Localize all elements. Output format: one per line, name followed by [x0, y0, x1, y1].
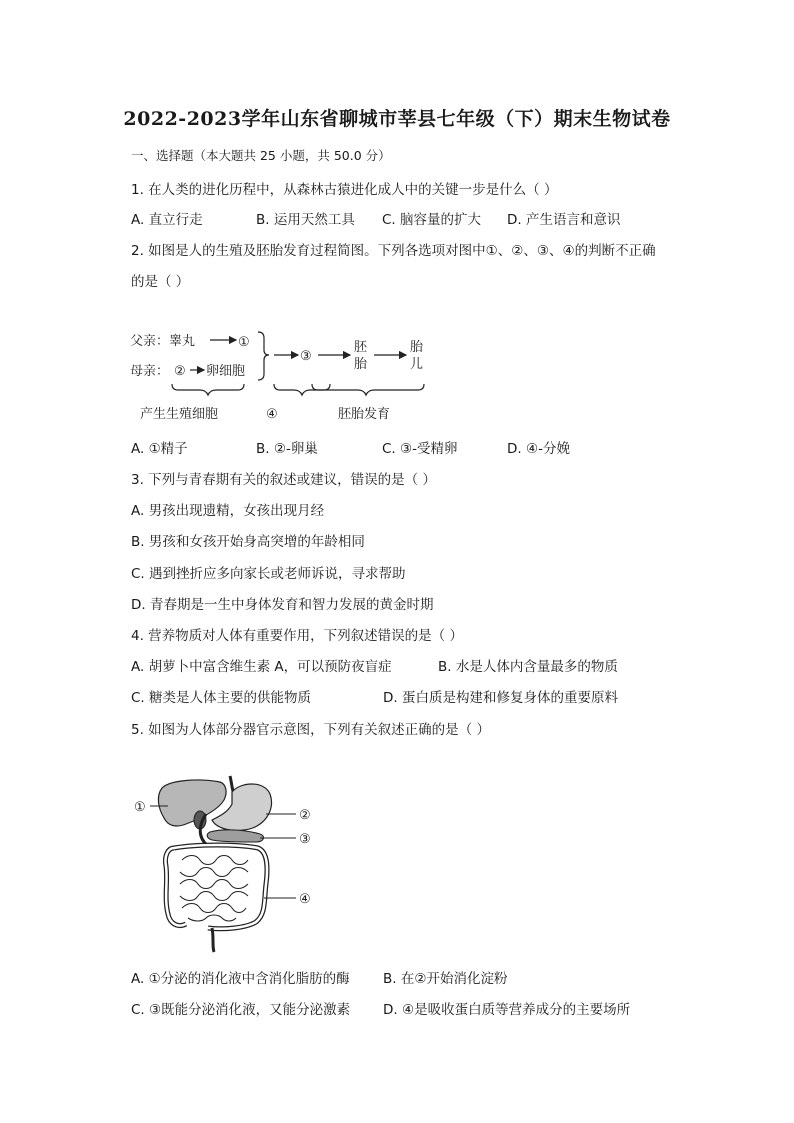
- diagram-egg-label: 卵细胞: [206, 364, 246, 379]
- question-5-option-b: B. 在②开始消化淀粉: [383, 971, 508, 987]
- small-intestine-shape: [180, 856, 248, 922]
- question-5-option-a: A. ①分泌的消化液中含消化脂肪的酶: [131, 971, 350, 987]
- question-2-option-a: A. ①精子: [131, 441, 188, 457]
- reproduction-diagram: [128, 322, 438, 426]
- question-4-option-d: D. 蛋白质是构建和修复身体的重要原料: [383, 690, 618, 706]
- pancreas-shape: [207, 830, 263, 842]
- diagram-fetus-2: 儿: [410, 357, 424, 372]
- diagram-node-1: ①: [238, 335, 250, 350]
- diagram-node-3: ③: [300, 349, 312, 364]
- organ-label-4: ④: [299, 892, 311, 907]
- page-title: 2022-2023学年山东省聊城市莘县七年级（下）期末生物试卷: [123, 108, 671, 130]
- diagram-node-4: ④: [266, 407, 278, 422]
- organ-label-2: ②: [299, 808, 311, 823]
- organ-label-1: ①: [134, 800, 146, 815]
- question-4-option-c: C. 糖类是人体主要的供能物质: [131, 690, 312, 706]
- diagram-father-label: 父亲：睾丸: [130, 334, 196, 349]
- question-4-option-a: A. 胡萝卜中富含维生素 A，可以预防夜盲症: [131, 659, 392, 675]
- diagram-fetus-1: 胎: [410, 340, 424, 355]
- digestive-system-diagram: [128, 772, 328, 954]
- question-3-option-a: A. 男孩出现遗精，女孩出现月经: [131, 503, 325, 519]
- question-4-option-b: B. 水是人体内含量最多的物质: [438, 659, 618, 675]
- diagram-label-development: 胚胎发育: [338, 407, 391, 422]
- question-5-option-d: D. ④是吸收蛋白质等营养成分的主要场所: [383, 1002, 631, 1018]
- question-2-option-b: B. ②-卵巢: [256, 441, 318, 457]
- organ-label-3: ③: [299, 832, 311, 847]
- question-3-stem: 3. 下列与青春期有关的叙述或建议，错误的是（ ）: [131, 472, 436, 488]
- question-2-option-c: C. ③-受精卵: [382, 441, 458, 457]
- diagram-node-2: ②: [174, 364, 186, 379]
- question-3-option-c: C. 遇到挫折应多向家长或老师诉说，寻求帮助: [131, 566, 406, 582]
- question-1-option-b: B. 运用天然工具: [256, 212, 355, 228]
- question-2-stem-line2: 的是（ ）: [131, 274, 190, 290]
- section-heading: 一、选择题（本大题共 25 小题，共 50.0 分）: [131, 148, 391, 163]
- diagram-embryo-1: 胚: [354, 340, 368, 355]
- question-5-option-c: C. ③既能分泌消化液，又能分泌激素: [131, 1002, 351, 1018]
- diagram-label-cells: 产生生殖细胞: [140, 407, 219, 422]
- diagram-embryo-2: 胎: [354, 357, 368, 372]
- question-3-option-d: D. 青春期是一生中身体发育和智力发展的黄金时期: [131, 597, 434, 613]
- question-3-option-b: B. 男孩和女孩开始身高突增的年龄相同: [131, 534, 365, 550]
- question-4-stem: 4. 营养物质对人体有重要作用，下列叙述错误的是（ ）: [131, 628, 463, 644]
- diagram-mother-label: 母亲：: [130, 364, 170, 379]
- question-2-stem-line1: 2. 如图是人的生殖及胚胎发育过程简图。下列各选项对图中①、②、③、④的判断不正确: [131, 243, 656, 259]
- question-5-stem: 5. 如图为人体部分器官示意图，下列有关叙述正确的是（ ）: [131, 722, 490, 738]
- question-1-option-d: D. 产生语言和意识: [507, 212, 621, 228]
- question-1-stem: 1. 在人类的进化历程中，从森林古猿进化成人中的关键一步是什么（ ）: [131, 182, 558, 198]
- question-1-option-a: A. 直立行走: [131, 212, 203, 228]
- question-2-option-d: D. ④-分娩: [507, 441, 570, 457]
- question-1-option-c: C. 脑容量的扩大: [382, 212, 482, 228]
